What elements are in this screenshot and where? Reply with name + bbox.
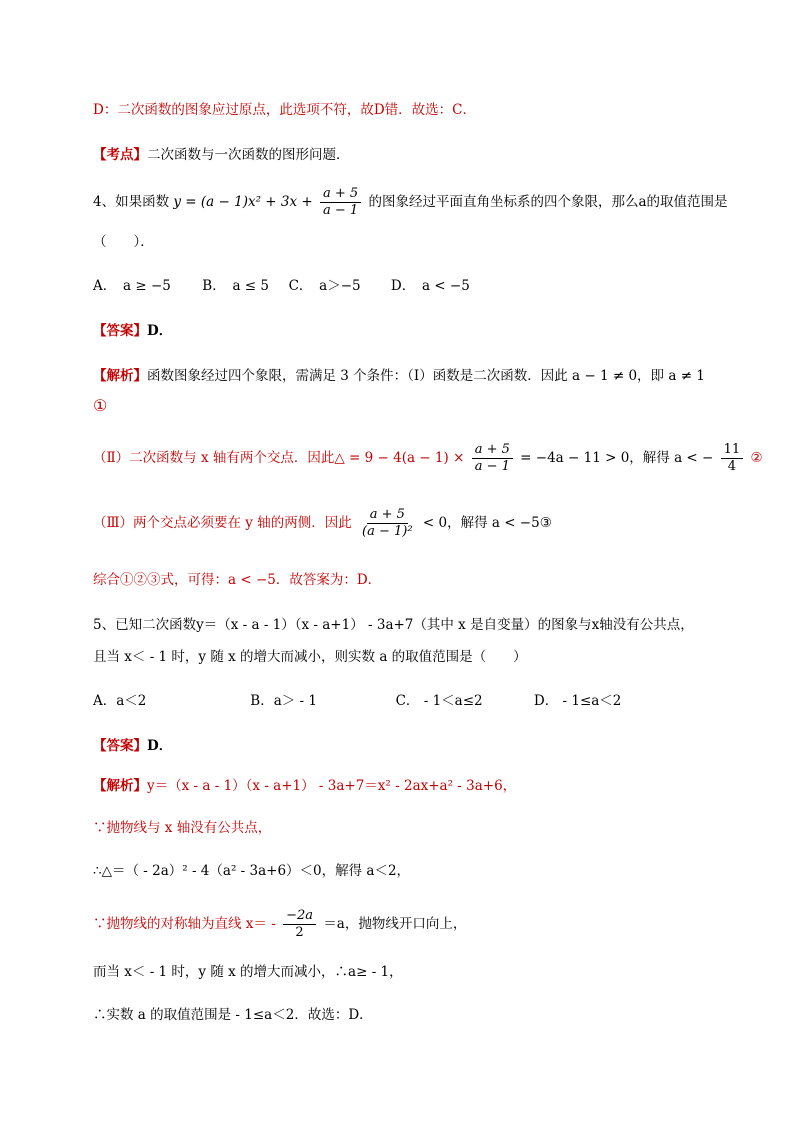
q5-analysis-4b: ＝a，抛物线开口向上， [323,916,467,932]
q4-analysis-1-text: 函数图象经过四个象限，需满足 3 个条件：（Ⅰ）函数是二次函数．因此 a − 1 ≠ 0，即 a ≠ 1 [147,368,705,384]
q4-option-c: C． a＞−5 [288,278,361,294]
q5-analysis-4 [93,908,466,941]
q4-answer [93,321,172,341]
q5-analysis-6: ∴实数 a 的取值范围是 - 1≤a＜2．故选：D． [93,1007,373,1023]
q4-analysis-tag: 【解析】 [93,368,147,384]
q5-option-c: C． - 1＜a≤2 [395,693,483,709]
q4-formula-head: y = (a − 1)x² + 3x + [173,194,313,210]
q5-analysis-1-text: y＝（x - a - 1）（x - a+1） - 3a+7＝x² - 2ax+a² - 3a+6， [147,778,517,794]
q4-fraction-num: a + 5 [320,186,361,203]
q4-lead: 4、如果函数 [93,194,170,210]
q4-options [93,276,470,296]
q5-answer-value: D． [147,738,173,754]
kaodian-tag: 【考点】 [93,147,147,163]
q4-analysis-3-frac [359,507,416,540]
q4-analysis-2b: = −4a − 11 > 0，解得 a < − [520,450,714,466]
q4-tail: 的图象经过平面直角坐标系的四个象限，那么a的取值范围是 [368,194,728,210]
q5-answer [93,736,172,756]
q4-fraction-den: a − 1 [323,203,359,218]
q5-analysis-tag: 【解析】 [93,778,147,794]
q4-analysis-circle-2: ② [750,450,763,466]
option-d-explanation: D：二次函数的图象应过原点，此选项不符，故D错．故选：C． [93,102,476,118]
q4-analysis-2-frac2 [721,442,744,475]
q5-stem-line2: 且当 x＜ - 1 时，y 随 x 的增大而减小，则实数 a 的取值范围是（ ） [93,649,527,665]
q5-option-b: B．a＞ - 1 [250,693,317,709]
q5-analysis-1 [93,776,516,796]
q4-stem [93,186,728,219]
q4-analysis-3b: < 0，解得 a < −5③ [422,515,552,531]
q5-answer-tag: 【答案】 [93,738,147,754]
q4-analysis-2-den2: 4 [727,459,737,474]
q4-analysis-2-frac [472,442,513,475]
q5-analysis-3: ∴△＝（ - 2a）² - 4（a² - 3a+6）＜0，解得 a＜2， [93,863,411,879]
q4-answer-value: D． [147,323,173,339]
q4-option-b: B． a ≤ 5 [202,278,269,294]
q4-analysis-3-den: (a − 1)² [362,524,413,539]
q4-analysis-2 [93,442,763,475]
q4-analysis-1 [93,366,705,386]
q5-analysis-4-frac [283,908,316,941]
q5-stem-line1: 5、已知二次函数y＝（x - a - 1）（x - a+1） - 3a+7（其中 x 是自变量）的图象与x轴没有公共点， [93,617,694,633]
q4-answer-tag: 【答案】 [93,323,147,339]
q4-analysis-3-num: a + 5 [367,507,408,524]
q4-option-d: D． a < −5 [390,278,470,294]
q4-analysis-3 [93,507,552,540]
q4-analysis-2-num: a + 5 [472,442,513,459]
q5-analysis-5: 而当 x＜ - 1 时，y 随 x 的增大而减小，∴a≥ - 1， [93,964,403,980]
q4-analysis-2a: （Ⅱ）二次函数与 x 轴有两个交点．因此△ = 9 − 4(a − 1) × [93,450,465,466]
q4-analysis-3a: （Ⅲ）两个交点必须要在 y 轴的两侧．因此 [93,515,352,531]
q5-analysis-2: ∵抛物线与 x 轴没有公共点， [93,820,272,836]
q4-fraction [320,186,361,219]
q5-analysis-4a: ∵抛物线的对称轴为直线 x＝ - [93,916,276,932]
q5-options [93,691,621,711]
q5-option-d: D． - 1≤a＜2 [533,693,622,709]
kaodian-text: 二次函数与一次函数的图形问题． [147,147,350,163]
q4-paren: （ ）． [93,234,154,250]
kaodian-line [93,145,350,165]
q5-analysis-4-num: −2a [283,908,316,925]
q4-analysis-2-num2: 11 [721,442,744,459]
q4-analysis-2-den: a − 1 [474,459,510,474]
q4-option-a: A． a ≥ −5 [93,278,171,294]
q5-option-a: A．a＜2 [93,693,147,709]
q4-summary: 综合①②③式，可得：a < −5．故答案为：D． [93,572,382,588]
q4-analysis-circle-1: ① [93,396,108,415]
q5-analysis-4-den: 2 [295,925,304,940]
